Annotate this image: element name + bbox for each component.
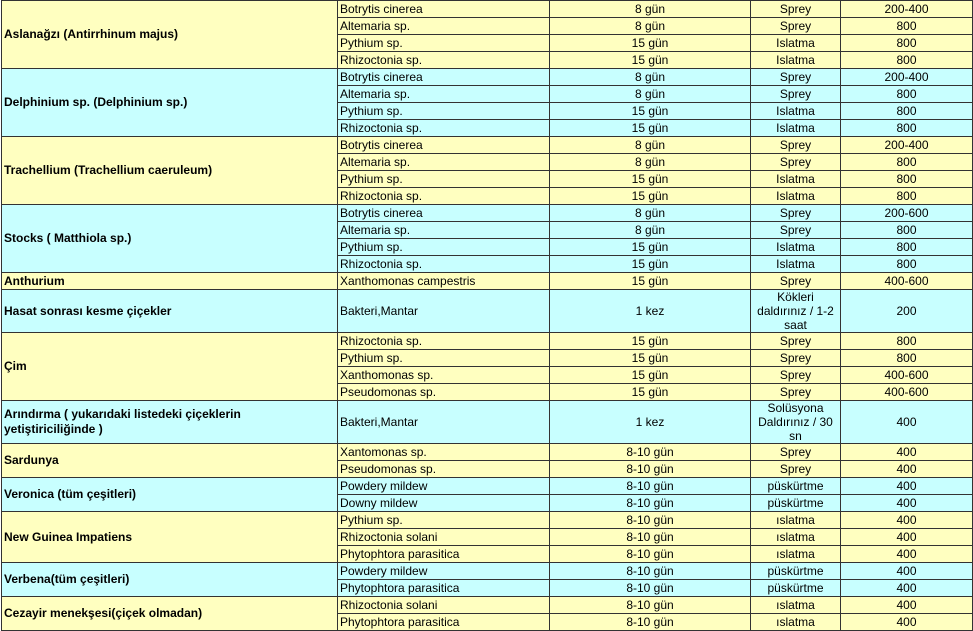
dose-cell: 400 — [841, 512, 973, 529]
dose-cell: 800 — [841, 222, 973, 239]
pathogen-cell: Altemaria sp. — [338, 222, 550, 239]
plant-name-cell: Delphinium sp. (Delphinium sp.) — [2, 69, 338, 137]
method-cell: Sprey — [751, 350, 841, 367]
dose-cell: 400-600 — [841, 367, 973, 384]
method-cell: Solüsyona Daldırınız / 30 sn — [751, 401, 841, 444]
interval-cell: 8 gün — [550, 205, 751, 222]
method-cell: püskürtme — [751, 478, 841, 495]
dose-cell: 800 — [841, 120, 973, 137]
interval-cell: 8-10 gün — [550, 495, 751, 512]
method-cell: Islatma — [751, 239, 841, 256]
dose-cell: 800 — [841, 239, 973, 256]
dose-cell: 800 — [841, 154, 973, 171]
interval-cell: 15 gün — [550, 333, 751, 350]
method-cell: Islatma — [751, 35, 841, 52]
plant-name-cell: Hasat sonrası kesme çiçekler — [2, 290, 338, 333]
pathogen-cell: Phytophtora parasitica — [338, 580, 550, 597]
pathogen-cell: Pythium sp. — [338, 512, 550, 529]
interval-cell: 15 gün — [550, 239, 751, 256]
dose-cell: 200-600 — [841, 205, 973, 222]
method-cell: ıslatma — [751, 529, 841, 546]
method-cell: Sprey — [751, 461, 841, 478]
pathogen-cell: Xanthomonas sp. — [338, 367, 550, 384]
method-cell: Islatma — [751, 171, 841, 188]
dose-cell: 800 — [841, 18, 973, 35]
interval-cell: 15 gün — [550, 350, 751, 367]
pathogen-cell: Pythium sp. — [338, 239, 550, 256]
pathogen-cell: Powdery mildew — [338, 478, 550, 495]
pathogen-cell: Altemaria sp. — [338, 154, 550, 171]
interval-cell: 8 gün — [550, 18, 751, 35]
dose-cell: 800 — [841, 256, 973, 273]
pathogen-cell: Altemaria sp. — [338, 18, 550, 35]
pathogen-cell: Bakteri,Mantar — [338, 290, 550, 333]
pathogen-cell: Pythium sp. — [338, 35, 550, 52]
plant-name-cell: Verbena(tüm çeşitleri) — [2, 563, 338, 597]
method-cell: püskürtme — [751, 563, 841, 580]
method-cell: Islatma — [751, 103, 841, 120]
dose-cell: 400-600 — [841, 273, 973, 290]
method-cell: Islatma — [751, 256, 841, 273]
interval-cell: 8 gün — [550, 86, 751, 103]
interval-cell: 15 gün — [550, 256, 751, 273]
dose-cell: 800 — [841, 350, 973, 367]
interval-cell: 8-10 gün — [550, 529, 751, 546]
dose-cell: 200-400 — [841, 137, 973, 154]
table-row — [2, 333, 973, 350]
interval-cell: 8-10 gün — [550, 512, 751, 529]
table-row — [2, 273, 973, 290]
method-cell: Sprey — [751, 222, 841, 239]
table-row — [2, 563, 973, 580]
pathogen-cell: Altemaria sp. — [338, 86, 550, 103]
pathogen-cell: Pseudomonas sp. — [338, 384, 550, 401]
dose-cell: 400 — [841, 597, 973, 614]
interval-cell: 8 gün — [550, 222, 751, 239]
pathogen-cell: Botrytis cinerea — [338, 137, 550, 154]
interval-cell: 8 gün — [550, 154, 751, 171]
table-row — [2, 1, 973, 18]
method-cell: Islatma — [751, 120, 841, 137]
dose-cell: 400 — [841, 495, 973, 512]
interval-cell: 8-10 gün — [550, 546, 751, 563]
table-row — [2, 137, 973, 154]
pathogen-cell: Xantomonas sp. — [338, 444, 550, 461]
method-cell: Sprey — [751, 69, 841, 86]
disease-treatment-table — [1, 0, 973, 631]
plant-name-cell: Sardunya — [2, 444, 338, 478]
dose-cell: 200-400 — [841, 69, 973, 86]
method-cell: Sprey — [751, 154, 841, 171]
dose-cell: 400 — [841, 546, 973, 563]
table-body — [2, 1, 973, 631]
method-cell: ıslatma — [751, 546, 841, 563]
dose-cell: 400 — [841, 563, 973, 580]
method-cell: ıslatma — [751, 512, 841, 529]
interval-cell: 1 kez — [550, 401, 751, 444]
method-cell: Sprey — [751, 86, 841, 103]
pathogen-cell: Rhizoctonia sp. — [338, 52, 550, 69]
table-row — [2, 478, 973, 495]
plant-name-cell: Veronica (tüm çeşitleri) — [2, 478, 338, 512]
table-row — [2, 290, 973, 333]
pathogen-cell: Botrytis cinerea — [338, 205, 550, 222]
interval-cell: 15 gün — [550, 52, 751, 69]
pathogen-cell: Botrytis cinerea — [338, 69, 550, 86]
dose-cell: 800 — [841, 171, 973, 188]
interval-cell: 1 kez — [550, 290, 751, 333]
pathogen-cell: Downy mildew — [338, 495, 550, 512]
dose-cell: 800 — [841, 188, 973, 205]
interval-cell: 15 gün — [550, 103, 751, 120]
pathogen-cell: Pythium sp. — [338, 171, 550, 188]
dose-cell: 800 — [841, 35, 973, 52]
dose-cell: 200-400 — [841, 1, 973, 18]
interval-cell: 15 gün — [550, 273, 751, 290]
interval-cell: 8-10 gün — [550, 614, 751, 631]
pathogen-cell: Pseudomonas sp. — [338, 461, 550, 478]
pathogen-cell: Rhizoctonia sp. — [338, 333, 550, 350]
method-cell: Sprey — [751, 1, 841, 18]
plant-name-cell: Arındırma ( yukarıdaki listedeki çiçeklerin yetiştiriciliğinde ) — [2, 401, 338, 444]
pathogen-cell: Pythium sp. — [338, 103, 550, 120]
pathogen-cell: Rhizoctonia sp. — [338, 120, 550, 137]
method-cell: Sprey — [751, 333, 841, 350]
method-cell: Sprey — [751, 137, 841, 154]
dose-cell: 400-600 — [841, 384, 973, 401]
dose-cell: 400 — [841, 444, 973, 461]
dose-cell: 200 — [841, 290, 973, 333]
plant-name-cell: Trachellium (Trachellium caeruleum) — [2, 137, 338, 205]
dose-cell: 400 — [841, 461, 973, 478]
method-cell: Sprey — [751, 273, 841, 290]
interval-cell: 15 gün — [550, 171, 751, 188]
plant-name-cell: Anthurium — [2, 273, 338, 290]
interval-cell: 15 gün — [550, 35, 751, 52]
pathogen-cell: Phytophtora parasitica — [338, 546, 550, 563]
interval-cell: 8-10 gün — [550, 580, 751, 597]
method-cell: Sprey — [751, 384, 841, 401]
dose-cell: 800 — [841, 333, 973, 350]
interval-cell: 15 gün — [550, 120, 751, 137]
table-row — [2, 444, 973, 461]
method-cell: Sprey — [751, 444, 841, 461]
plant-name-cell: Stocks ( Matthiola sp.) — [2, 205, 338, 273]
pathogen-cell: Rhizoctonia sp. — [338, 188, 550, 205]
interval-cell: 15 gün — [550, 384, 751, 401]
method-cell: püskürtme — [751, 495, 841, 512]
method-cell: Sprey — [751, 205, 841, 222]
table-row — [2, 205, 973, 222]
dose-cell: 400 — [841, 580, 973, 597]
interval-cell: 15 gün — [550, 367, 751, 384]
pathogen-cell: Rhizoctonia sp. — [338, 256, 550, 273]
pathogen-cell: Rhizoctonia solani — [338, 529, 550, 546]
pathogen-cell: Bakteri,Mantar — [338, 401, 550, 444]
dose-cell: 400 — [841, 529, 973, 546]
method-cell: Kökleri daldırınız / 1-2 saat — [751, 290, 841, 333]
interval-cell: 8 gün — [550, 137, 751, 154]
plant-name-cell: Aslanağzı (Antirrhinum majus) — [2, 1, 338, 69]
method-cell: ıslatma — [751, 614, 841, 631]
dose-cell: 400 — [841, 478, 973, 495]
pathogen-cell: Phytophtora parasitica — [338, 614, 550, 631]
pathogen-cell: Botrytis cinerea — [338, 1, 550, 18]
pathogen-cell: Powdery mildew — [338, 563, 550, 580]
method-cell: Islatma — [751, 188, 841, 205]
plant-name-cell: New Guinea Impatiens — [2, 512, 338, 563]
dose-cell: 400 — [841, 614, 973, 631]
table-row — [2, 401, 973, 444]
plant-name-cell: Çim — [2, 333, 338, 401]
pathogen-cell: Xanthomonas campestris — [338, 273, 550, 290]
table-row — [2, 69, 973, 86]
method-cell: püskürtme — [751, 580, 841, 597]
interval-cell: 8-10 gün — [550, 478, 751, 495]
method-cell: Islatma — [751, 52, 841, 69]
pathogen-cell: Rhizoctonia solani — [338, 597, 550, 614]
interval-cell: 8-10 gün — [550, 444, 751, 461]
table-row — [2, 597, 973, 614]
dose-cell: 800 — [841, 52, 973, 69]
method-cell: ıslatma — [751, 597, 841, 614]
plant-name-cell: Cezayir menekşesi(çiçek olmadan) — [2, 597, 338, 631]
dose-cell: 800 — [841, 103, 973, 120]
dose-cell: 400 — [841, 401, 973, 444]
interval-cell: 8 gün — [550, 69, 751, 86]
method-cell: Sprey — [751, 18, 841, 35]
interval-cell: 15 gün — [550, 188, 751, 205]
pathogen-cell: Pythium sp. — [338, 350, 550, 367]
dose-cell: 800 — [841, 86, 973, 103]
interval-cell: 8-10 gün — [550, 461, 751, 478]
interval-cell: 8-10 gün — [550, 563, 751, 580]
table-row — [2, 512, 973, 529]
interval-cell: 8-10 gün — [550, 597, 751, 614]
method-cell: Sprey — [751, 367, 841, 384]
interval-cell: 8 gün — [550, 1, 751, 18]
